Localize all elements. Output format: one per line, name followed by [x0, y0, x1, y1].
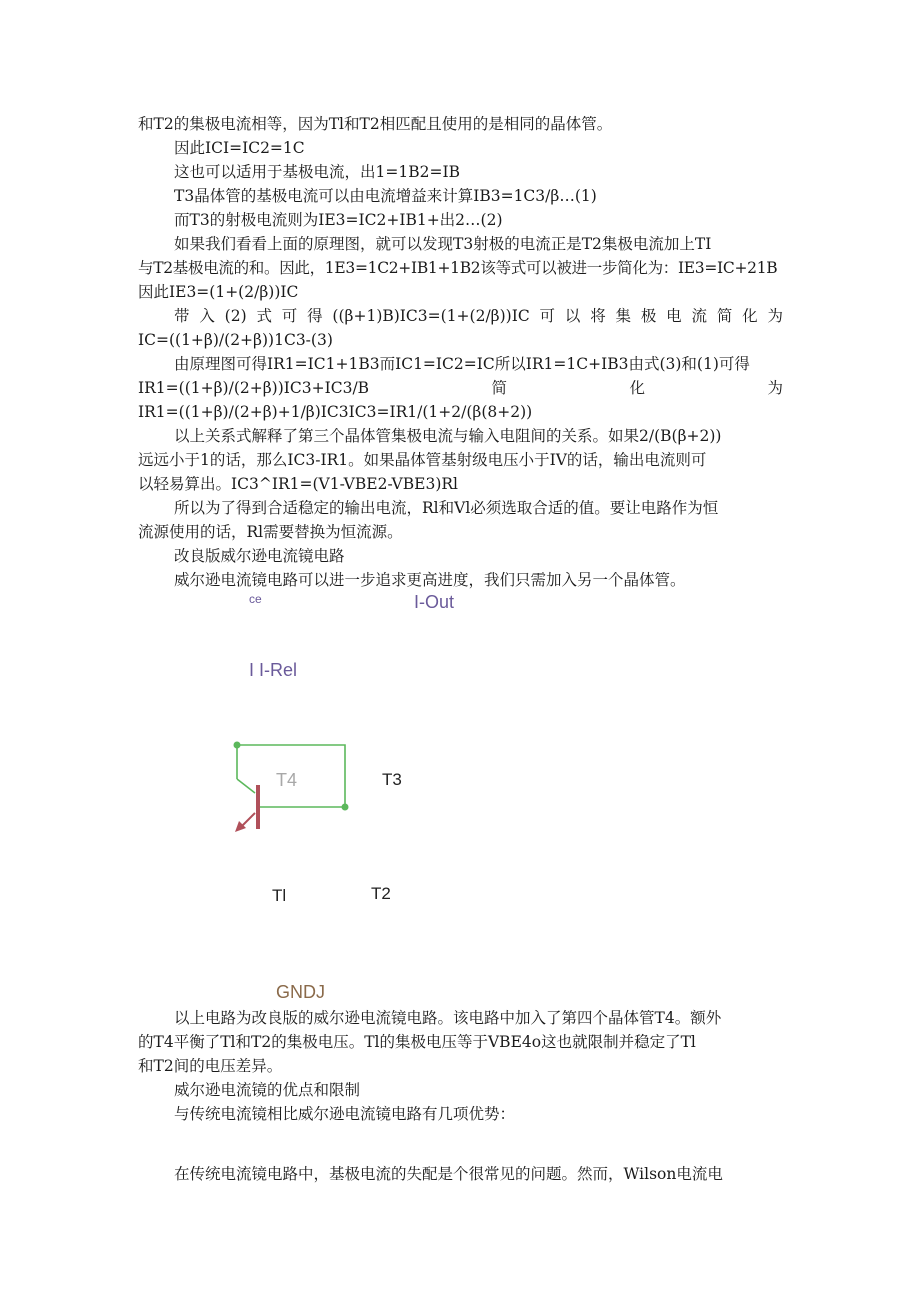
- text-line: 这也可以适用于基极电流，出1=1B2=IB: [174, 163, 460, 181]
- vcc-label: ce: [249, 592, 262, 606]
- text-line: 所以为了得到合适稳定的输出电流，Rl和Vl必须选取合适的值。要让电路作为恒: [174, 499, 719, 517]
- wire: [237, 779, 255, 793]
- text-line: 如果我们看看上面的原理图，就可以发现T3射极的电流正是T2集极电流加上TI: [174, 235, 712, 253]
- gnd-label: GNDJ: [276, 982, 325, 1002]
- text-line: 和T2间的电压差异。: [138, 1057, 283, 1075]
- word: 入: [199, 307, 215, 325]
- word: (2): [224, 307, 247, 325]
- word: 简: [716, 307, 733, 325]
- text-line: 远远小于1的话，那么IC3-IR1。如果晶体管基射级电压小于IV的话，输出电流则可: [138, 451, 707, 469]
- text-line: 与传统电流镜相比威尔逊电流镜电路有几项优势：: [174, 1105, 516, 1123]
- word: 为: [767, 379, 783, 397]
- t2-label: T2: [371, 884, 391, 903]
- text-line: IR1=((1+β)/(2+β)+1/β)IC3IC3=IR1/(1+2/(β(8+2)): [138, 403, 533, 421]
- word: IR1=((1+β)/(2+β))IC3+IC3/B: [138, 379, 370, 397]
- word: 化: [629, 379, 645, 397]
- word: 可: [539, 307, 556, 325]
- t4-label: T4: [276, 770, 298, 790]
- word: 将: [590, 307, 606, 325]
- text-line: 因此ICI=IC2=1C: [174, 139, 305, 157]
- text-line: T3晶体管的基极电流可以由电流增益来计算IB3=1C3/β…(1): [174, 187, 597, 205]
- word: 式: [256, 307, 272, 325]
- word: 为: [767, 307, 783, 325]
- section-heading: 威尔逊电流镜的优点和限制: [174, 1081, 361, 1099]
- justified-line: [138, 376, 783, 400]
- text-line: IC=((1+β)/(2+β))1C3-(3): [138, 331, 333, 349]
- text-line: 以上电路为改良版的威尔逊电流镜电路。该电路中加入了第四个晶体管T4。额外: [174, 1009, 722, 1027]
- text-line: 而T3的射极电流则为IE3=IC2+IB1+出2…(2): [174, 211, 503, 229]
- iref-label: I I-Rel: [249, 660, 298, 680]
- word: 电: [666, 307, 682, 325]
- text-line: 与T2基极电流的和。因此，1E3=1C2+IB1+1B2该等式可以被进一步简化为：IE3=IC+21B: [138, 259, 778, 277]
- word: 流: [691, 307, 708, 325]
- text-line: 的T4平衡了Tl和T2的集极电压。Tl的集极电压等于VBE4o这也就限制并稳定了Tl: [138, 1033, 696, 1051]
- word: 化: [742, 307, 758, 325]
- text-line: 和T2的集极电流相等，因为Tl和T2相匹配且使用的是相同的晶体管。: [138, 115, 613, 133]
- justified-line: [174, 304, 783, 328]
- text-line: 因此IE3=(1+(2/β))IC: [138, 283, 299, 301]
- transistor-emitter: [241, 813, 255, 827]
- word: 得: [307, 307, 323, 325]
- word: 简: [491, 379, 508, 397]
- section-heading: 改良版威尔逊电流镜电路: [174, 547, 345, 565]
- text-line: 流源使用的话，Rl需要替换为恒流源。: [138, 523, 403, 541]
- text-line: 以轻易算出。IC3^IR1=(V1-VBE2-VBE3)Rl: [138, 475, 458, 493]
- t1-label: Tl: [272, 886, 287, 905]
- t3-label: T3: [382, 770, 402, 789]
- word: 带: [174, 307, 190, 325]
- text-line: 由原理图可得IR1=IC1+1B3而IC1=IC2=IC所以IR1=1C+IB3由式(3)和(1)可得: [174, 355, 750, 373]
- word: 可: [281, 307, 298, 325]
- word: 极: [640, 307, 657, 325]
- word: 集: [615, 307, 632, 325]
- junction-dot: [234, 742, 241, 749]
- junction-dot: [342, 804, 349, 811]
- word: 以: [564, 307, 581, 325]
- iout-label: I-Out: [414, 592, 455, 612]
- text-line: 以上关系式解释了第三个晶体管集极电流与输入电阻间的关系。如果2/(B(β+2)): [174, 427, 722, 445]
- word: ((β+1)B)IC3=(1+(2/β))IC: [332, 307, 530, 325]
- text-line: 威尔逊电流镜电路可以进一步追求更高进度，我们只需加入另一个晶体管。: [174, 571, 686, 589]
- text-line: 在传统电流镜电路中，基极电流的失配是个很常见的问题。然而，Wilson电流电: [174, 1165, 723, 1183]
